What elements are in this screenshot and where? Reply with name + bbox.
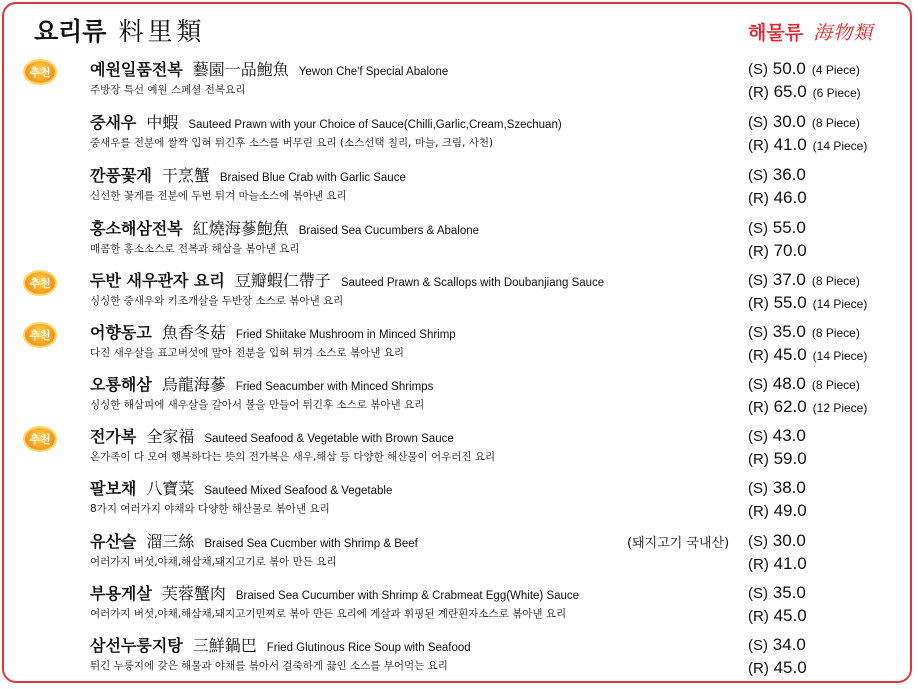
- item-description: 싱싱한 중새우와 키조개살을 두반장 소스로 볶아낸 요리: [90, 295, 344, 307]
- price-small: [748, 374, 860, 394]
- price-value: 65.0: [773, 82, 807, 101]
- size-label: (R): [748, 295, 769, 312]
- piece-count: (14 Piece): [812, 139, 868, 153]
- piece-count: (8 Piece): [811, 326, 860, 340]
- menu-item: [0, 529, 918, 579]
- item-description: 8가지 여러가지 야채와 다양한 해산물로 볶아낸 요리: [90, 503, 330, 515]
- menu-item-name: [90, 529, 418, 552]
- item-name-korean: 팔보채: [90, 479, 137, 498]
- item-description: 다진 새우살을 표고버섯에 말아 전분을 입혀 튀겨 소스로 볶아낸 요리: [90, 347, 405, 359]
- item-description: 중새우를 전분에 쌀짝 입혀 튀긴후 소스를 버무린 요리 (소스선택 칠리, 마늘, 크림, 사천): [90, 137, 494, 149]
- menu-item-name: [90, 320, 456, 343]
- price-small: [748, 322, 860, 342]
- item-name-english: Sauteed Prawn & Scallops with Doubanjiang Sauce: [340, 277, 605, 289]
- item-name-hanja: 烏龍海蔘: [161, 375, 226, 394]
- size-label: (R): [748, 243, 769, 260]
- item-description: 여러가지 버섯,야채,해삼채,돼지고기로 볶아 만든 요리: [90, 556, 337, 568]
- size-label: (S): [748, 428, 768, 445]
- price-value: 55.0: [773, 293, 807, 312]
- price-regular: [748, 241, 807, 261]
- item-description: 여러가지 버섯,야채,해삼채,돼지고기민찌로 볶아 만든 요리에 게살과 휘핑된 계란흰자소스로 볶아낸 요리: [90, 608, 567, 620]
- item-name-korean: 중새우: [90, 113, 137, 132]
- item-name-hanja: 八寶菜: [146, 479, 195, 498]
- section-title-korean: 요리류: [34, 17, 107, 46]
- recommended-badge: 추천: [25, 324, 55, 346]
- price-small: [748, 426, 806, 446]
- item-name-english: Sauteed Mixed Seafood & Vegetable: [204, 485, 393, 497]
- price-regular: [748, 188, 807, 208]
- menu-item: [0, 268, 918, 318]
- size-label: (R): [748, 556, 769, 573]
- item-name-english: Yewon Che'f Special Abalone: [298, 66, 449, 78]
- piece-count: (14 Piece): [812, 349, 868, 363]
- recommended-badge: 추천: [25, 61, 55, 83]
- item-description: 튀긴 누룽지에 갖은 해물과 야채를 볶아서 걸죽하게 끓인 소스를 부어먹는 요리: [90, 660, 448, 672]
- item-name-korean: 두반 새우관자 요리: [90, 271, 225, 290]
- price-value: 30.0: [772, 531, 806, 550]
- item-name-hanja: 干烹蟹: [161, 166, 210, 185]
- price-small: [748, 218, 806, 238]
- menu-item-name: [90, 476, 392, 499]
- price-value: 45.0: [773, 658, 807, 677]
- piece-count: (6 Piece): [812, 86, 861, 100]
- item-name-korean: 유산슬: [90, 532, 137, 551]
- price-regular: [748, 449, 807, 469]
- recommended-badge: 추천: [25, 272, 55, 294]
- origin-note: (돼지고기 국내산): [627, 536, 730, 551]
- item-name-english: Braised Sea Cucumbers & Abalone: [298, 225, 480, 237]
- item-description: 싱싱한 해삼피에 새우살을 갈아서 볼을 만들어 튀긴후 소스로 볶아낸 요리: [90, 399, 425, 411]
- price-regular: [748, 135, 867, 155]
- menu-item: [0, 476, 918, 526]
- size-label: (R): [748, 608, 769, 625]
- price-small: [748, 478, 806, 498]
- item-name-english: Braised Sea Cucmber with Shrimp & Beef: [204, 538, 418, 550]
- menu-item-name: [90, 216, 479, 239]
- menu-item-name: [90, 372, 433, 395]
- piece-count: (8 Piece): [811, 116, 860, 130]
- size-label: (S): [748, 480, 768, 497]
- price-value: 43.0: [772, 426, 806, 445]
- piece-count: (4 Piece): [811, 63, 860, 77]
- item-name-korean: 홍소해삼전복: [90, 219, 183, 238]
- price-value: 55.0: [772, 218, 806, 237]
- item-name-english: Sauteed Seafood & Vegetable with Brown Sauce: [204, 433, 454, 445]
- price-value: 62.0: [773, 397, 807, 416]
- price-regular: [748, 606, 807, 626]
- item-name-hanja: 中蝦: [146, 113, 179, 132]
- item-name-hanja: 芙蓉蟹肉: [161, 584, 226, 603]
- price-small: [748, 270, 860, 290]
- size-label: (S): [748, 114, 768, 131]
- category-heading-korean: 해물류: [748, 22, 804, 44]
- category-heading-hanja: 海物類: [813, 22, 874, 44]
- item-name-hanja: 豆瓣蝦仁帶子: [234, 271, 331, 290]
- item-name-hanja: 三鮮鍋巴: [192, 636, 257, 655]
- item-name-korean: 전가복: [90, 427, 137, 446]
- price-value: 35.0: [772, 322, 806, 341]
- item-description: 매콤한 홍소소스로 전복과 해삼을 볶아낸 요리: [90, 243, 300, 255]
- item-name-hanja: 全家福: [146, 427, 195, 446]
- size-label: (R): [748, 399, 769, 416]
- price-small: [748, 531, 806, 551]
- size-label: (S): [748, 220, 768, 237]
- price-value: 37.0: [772, 270, 806, 289]
- piece-count: (8 Piece): [811, 274, 860, 288]
- item-name-english: Fried Shiitake Mushroom in Minced Shrimp: [235, 329, 456, 341]
- item-name-hanja: 魚香冬菇: [161, 323, 226, 342]
- price-value: 48.0: [772, 374, 806, 393]
- size-label: (R): [748, 137, 769, 154]
- section-title: [34, 12, 205, 48]
- size-label: (R): [748, 660, 769, 677]
- menu-item-name: [90, 268, 604, 291]
- size-label: (R): [748, 451, 769, 468]
- price-regular: [748, 554, 807, 574]
- size-label: (S): [748, 272, 768, 289]
- price-regular: [748, 658, 807, 678]
- item-name-english: Fried Glutinous Rice Soup with Seafood: [266, 642, 471, 654]
- menu-item: [0, 163, 918, 213]
- size-label: (S): [748, 167, 768, 184]
- item-name-korean: 예원일품전복: [90, 60, 183, 79]
- price-value: 46.0: [773, 188, 807, 207]
- menu-item: [0, 633, 918, 683]
- section-title-hanja: 料里類: [118, 17, 206, 46]
- item-name-hanja: 紅燒海蔘鮑魚: [192, 219, 289, 238]
- piece-count: (8 Piece): [811, 378, 860, 392]
- item-name-english: Sauteed Prawn with your Choice of Sauce(Chilli,Garlic,Cream,Szechuan): [188, 119, 562, 131]
- price-regular: [748, 82, 861, 102]
- item-name-korean: 깐풍꽃게: [90, 166, 152, 185]
- menu-item: [0, 110, 918, 160]
- price-value: 30.0: [772, 112, 806, 131]
- size-label: (R): [748, 347, 769, 364]
- price-value: 45.0: [773, 345, 807, 364]
- size-label: (R): [748, 190, 769, 207]
- menu-item-name: [90, 163, 406, 186]
- price-value: 36.0: [772, 165, 806, 184]
- item-name-hanja: 溜三絲: [146, 532, 195, 551]
- price-value: 41.0: [773, 554, 807, 573]
- piece-count: (14 Piece): [812, 297, 868, 311]
- item-name-korean: 삼선누룽지탕: [90, 636, 183, 655]
- price-value: 59.0: [773, 449, 807, 468]
- menu-item-name: [90, 633, 471, 656]
- item-description: 온가족이 다 모여 행복하다는 뜻의 전가복은 새우,해삼 등 다양한 해산물이 어우러진 요리: [90, 451, 496, 463]
- piece-count: (12 Piece): [812, 401, 868, 415]
- item-description: 주방장 특선 예원 스페셜 전복요리: [90, 84, 246, 96]
- price-regular: [748, 293, 867, 313]
- size-label: (S): [748, 61, 768, 78]
- menu-item: [0, 372, 918, 422]
- item-description: 신선한 꽃게를 전분에 두번 튀겨 마늘소스에 볶아낸 요리: [90, 190, 347, 202]
- price-regular: [748, 345, 867, 365]
- menu-item: [0, 57, 918, 107]
- price-regular: [748, 397, 867, 417]
- price-small: [748, 583, 806, 603]
- price-value: 34.0: [772, 635, 806, 654]
- category-heading: [748, 18, 873, 45]
- price-value: 35.0: [772, 583, 806, 602]
- size-label: (S): [748, 585, 768, 602]
- menu-item: [0, 424, 918, 474]
- price-small: [748, 59, 860, 79]
- size-label: (S): [748, 324, 768, 341]
- price-small: [748, 112, 860, 132]
- size-label: (S): [748, 376, 768, 393]
- price-value: 45.0: [773, 606, 807, 625]
- price-value: 50.0: [772, 59, 806, 78]
- menu-item-name: [90, 424, 454, 447]
- price-small: [748, 635, 806, 655]
- item-name-korean: 오룡해삼: [90, 375, 152, 394]
- item-name-english: Fried Seacumber with Minced Shrimps: [235, 381, 434, 393]
- item-name-hanja: 藝園一品鮑魚: [192, 60, 289, 79]
- price-value: 49.0: [773, 501, 807, 520]
- menu-item-name: [90, 581, 579, 604]
- price-regular: [748, 501, 807, 521]
- price-value: 41.0: [773, 135, 807, 154]
- menu-item: [0, 216, 918, 266]
- price-value: 38.0: [772, 478, 806, 497]
- menu-item-name: [90, 57, 448, 80]
- menu-item-name: [90, 110, 562, 133]
- size-label: (S): [748, 637, 768, 654]
- price-value: 70.0: [773, 241, 807, 260]
- item-name-english: Braised Sea Cucumber with Shrimp & Crabmeat Egg(White) Sauce: [235, 590, 580, 602]
- item-name-korean: 부용게살: [90, 584, 152, 603]
- recommended-badge: 추천: [25, 428, 55, 450]
- menu-item: [0, 581, 918, 631]
- size-label: (R): [748, 84, 769, 101]
- price-small: [748, 165, 806, 185]
- menu-item: [0, 320, 918, 370]
- size-label: (R): [748, 503, 769, 520]
- size-label: (S): [748, 533, 768, 550]
- item-name-english: Braised Blue Crab with Garlic Sauce: [219, 172, 406, 184]
- item-name-korean: 어향동고: [90, 323, 152, 342]
